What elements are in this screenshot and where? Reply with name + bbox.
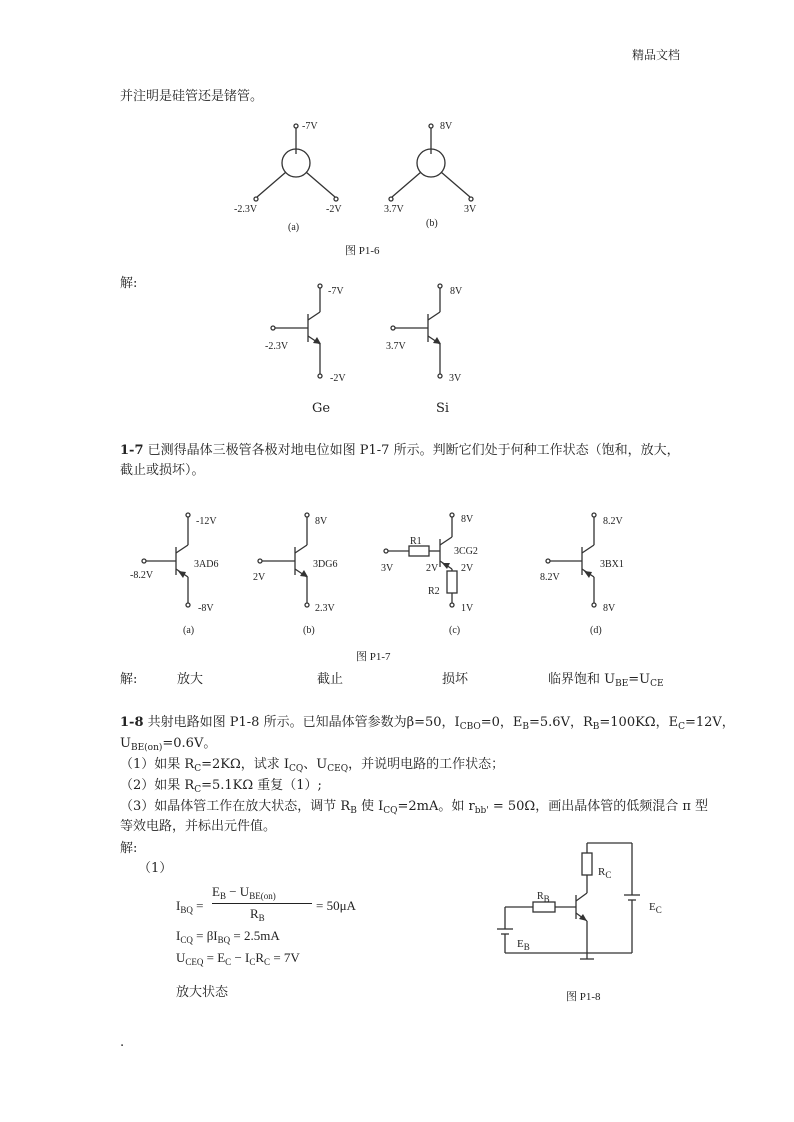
- q1-b: =2KΩ，试求 I: [201, 757, 290, 772]
- q3-b: 使 I: [356, 799, 384, 814]
- p1-7-caption: 图 P1-7: [356, 651, 391, 663]
- transistor-3bx1: [546, 513, 596, 607]
- p1-7-c-model: 3CG2: [454, 546, 478, 557]
- p1-7-d-collector: 8.2V: [603, 516, 623, 527]
- p1-7-c-emitter: 2V: [461, 563, 474, 574]
- p18-l2: U: [120, 736, 131, 751]
- p1-6-a-top: -7V: [302, 121, 318, 132]
- p1-6-b-top: 8V: [440, 121, 453, 132]
- p18-t1: 共射电路如图 P1-8 所示。已知晶体管参数为β=50，I: [147, 715, 460, 730]
- p18-s2: B: [522, 722, 530, 732]
- p1-7-d-base: 8.2V: [540, 572, 560, 583]
- transistor-3cg2: [384, 513, 457, 607]
- problem-1-8-q3-line2: 等效电路，并标出元件值。: [120, 819, 277, 834]
- q1-a: （1）如果 R: [120, 757, 195, 772]
- p1-7-answer-label: 解:: [120, 672, 138, 687]
- p1-7-b-label: (b): [303, 625, 315, 636]
- p1-7-answer-a: 放大: [177, 672, 204, 687]
- solution-label-1: 解:: [120, 276, 138, 291]
- p1-7-b-collector: 8V: [315, 516, 328, 527]
- equation-uceq: $U_{CEQ} = E_C - I_CR_C = 7V$: [176, 950, 300, 967]
- q3-s3: bb': [474, 806, 489, 816]
- p1-7-b-emitter: 2.3V: [315, 603, 335, 614]
- p1-7-c-label: (c): [449, 625, 461, 636]
- p1-6-a-label: (a): [288, 222, 300, 233]
- p1-7-c-r1: R1: [410, 536, 422, 547]
- transistor-b: [389, 124, 473, 201]
- si-emitter: 3V: [449, 373, 462, 384]
- problem-1-8-q2: [120, 777, 322, 799]
- label-ec: $E_C$: [649, 901, 662, 915]
- p1-7-b-model: 3DG6: [313, 559, 338, 570]
- ge-collector: -7V: [328, 286, 344, 297]
- figure-p1-7: [0, 505, 794, 645]
- q1-s1: C: [194, 764, 202, 774]
- p1-6-caption: 图 P1-6: [345, 245, 380, 257]
- resistor-rc: [582, 853, 592, 875]
- p18-t5: =12V，: [684, 715, 735, 730]
- p1-7-a-base: -8.2V: [130, 570, 154, 581]
- eq1-numerator: $E_B - U_{BE(on)}$: [212, 884, 276, 901]
- p1-7-c-bottom: 1V: [461, 603, 474, 614]
- answer-d-mid: =U: [628, 672, 651, 687]
- transistor-3dg6: [258, 513, 309, 607]
- problem-number-1-8: 1-8: [120, 715, 144, 730]
- q1-s2: CQ: [289, 764, 304, 774]
- eq1-rhs: = 50μA: [316, 898, 356, 913]
- problem-1-8-q1: [120, 756, 504, 778]
- p18-t4: =100KΩ，E: [599, 715, 679, 730]
- ge-base: -2.3V: [265, 341, 289, 352]
- resistor-r2: [447, 571, 457, 593]
- p18-s3: B: [592, 722, 600, 732]
- problem-1-7-line1: [120, 442, 680, 460]
- p1-7-d-label: (d): [590, 625, 602, 636]
- ge-emitter: -2V: [330, 373, 346, 384]
- answer-d-text: 临界饱和 U: [548, 672, 616, 687]
- p1-7-d-model: 3BX1: [600, 559, 624, 570]
- problem-1-8-q3: [120, 798, 708, 820]
- problem-text: 已测得晶体三极管各极对地电位如图 P1-7 所示。判断它们处于何种工作状态（饱和，放大，: [147, 443, 680, 458]
- q1-d: ，并说明电路的工作状态；: [348, 757, 505, 772]
- p1-7-c-collector: 8V: [461, 514, 474, 525]
- si-collector: 8V: [450, 286, 463, 297]
- p1-6-a-left: -2.3V: [234, 204, 258, 215]
- q3-a: （3）如晶体管工作在放大状态，调节 R: [120, 799, 351, 814]
- transistor-3ad6: [142, 513, 190, 607]
- p18-t3: =5.6V，R: [529, 715, 593, 730]
- p1-7-a-label: (a): [183, 625, 195, 636]
- p1-7-answer-b: 截止: [317, 672, 344, 687]
- label-eb: $E_B$: [517, 938, 530, 952]
- p1-7-c-r2: R2: [428, 586, 440, 597]
- p1-7-a-model: 3AD6: [194, 559, 219, 570]
- q3-s1: B: [350, 806, 357, 816]
- p1-7-c-input: 3V: [381, 563, 394, 574]
- p1-7-d-emitter: 8V: [603, 603, 616, 614]
- p1-7-answer-c: 损坏: [442, 672, 469, 687]
- p1-7-a-collector: -12V: [196, 516, 217, 527]
- sub-be: BE: [615, 679, 629, 689]
- solution-p1-6-transistors: [0, 280, 794, 400]
- problem-1-8-line1: [120, 714, 735, 736]
- eq1-denominator: $R_B$: [250, 906, 265, 923]
- p1-6-a-right: -2V: [326, 204, 342, 215]
- si-transistor: [391, 284, 442, 378]
- transistor-a: [254, 124, 338, 201]
- q2-s1: C: [194, 785, 202, 795]
- p1-7-a-emitter: -8V: [198, 603, 214, 614]
- label-rc: $R_C$: [598, 866, 612, 880]
- p1-8-solution-label: 解:: [120, 841, 138, 856]
- q3-d: = 50Ω，画出晶体管的低频混合 π 型: [488, 799, 709, 814]
- q1-s3: CEQ: [327, 764, 349, 774]
- footer-dot: .: [120, 1035, 125, 1050]
- p18-l2b: =0.6V。: [162, 736, 217, 751]
- p1-8-caption: 图 P1-8: [566, 991, 601, 1003]
- page-header: 精品文档: [632, 48, 681, 62]
- p1-8-state: 放大状态: [176, 985, 229, 1000]
- p1-6-b-left: 3.7V: [384, 204, 404, 215]
- intro-line: 并注明是硅管还是锗管。: [120, 89, 264, 104]
- circuit-p1-8: [0, 835, 794, 985]
- p1-6-b-right: 3V: [464, 204, 477, 215]
- p1-7-c-base: 2V: [426, 563, 439, 574]
- p1-7-answer-d: [548, 671, 664, 693]
- si-label: Si: [436, 401, 450, 416]
- label-rb: RB: [537, 891, 550, 904]
- q1-c: 、U: [303, 757, 328, 772]
- problem-1-8-line2: [120, 735, 216, 757]
- q3-c: =2mA。如 r: [397, 799, 475, 814]
- eq1-lhs: $I_{BQ}$ =: [176, 898, 204, 915]
- q3-s2: CQ: [383, 806, 398, 816]
- problem-number: 1-7: [120, 443, 144, 458]
- ge-transistor: [271, 284, 322, 378]
- p18-l2-sub: BE(on): [130, 743, 163, 753]
- p18-t2: =0，E: [480, 715, 523, 730]
- p18-s4: C: [678, 722, 685, 732]
- p1-8-solution-part: （1）: [138, 861, 173, 876]
- q2-b: =5.1KΩ 重复（1）;: [201, 778, 322, 793]
- si-base: 3.7V: [386, 341, 406, 352]
- p1-7-b-base: 2V: [253, 572, 266, 583]
- resistor-r1: [409, 546, 429, 556]
- sub-ce: CE: [650, 679, 664, 689]
- problem-1-7-line2: 截止或损坏）。: [120, 463, 205, 478]
- p1-6-b-label: (b): [426, 218, 438, 229]
- q2-a: （2）如果 R: [120, 778, 195, 793]
- equation-icq: $I_{CQ} = \beta I_{BQ} = 2.5mA$: [176, 928, 280, 945]
- p18-s1: CBO: [459, 722, 481, 732]
- ge-label: Ge: [312, 401, 331, 416]
